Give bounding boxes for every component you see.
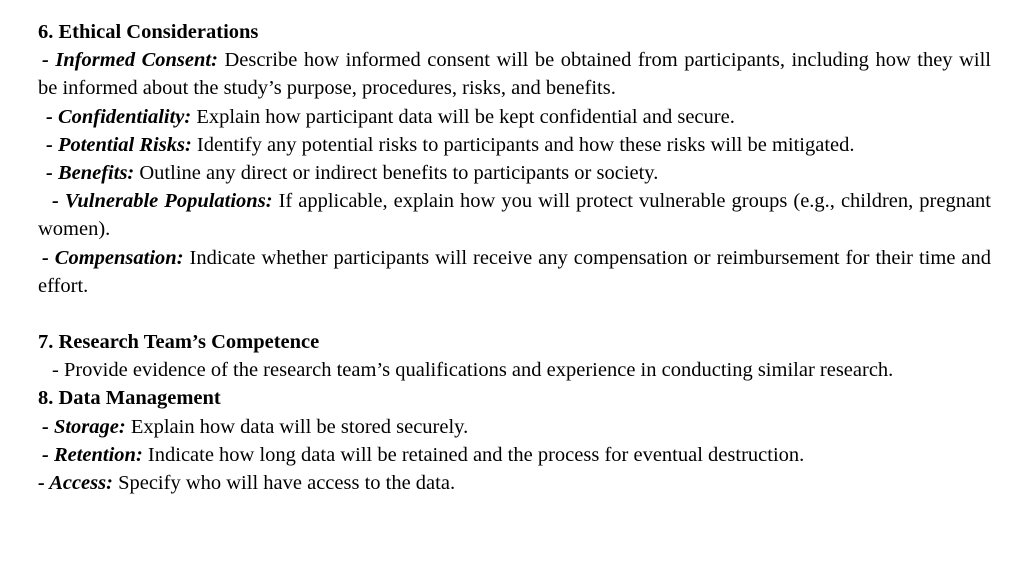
item-text: Describe how informed consent will be obtained from participants, including how they will be informed about the study’s purpose, procedures, risks, and benefits.: [38, 49, 991, 100]
item-text: Identify any potential risks to participants and how these risks will be mitigated.: [191, 133, 855, 156]
item-lead: - Retention:: [42, 443, 143, 466]
section-heading-research-team-competence: 7. Research Team’s Competence: [38, 331, 320, 354]
item-text: Explain how participant data will be kept confidential and secure.: [191, 105, 735, 128]
item-text: Outline any direct or indirect benefits to participants or society.: [134, 162, 659, 185]
item-confidentiality: [38, 103, 991, 131]
item-access: [38, 469, 991, 497]
item-storage: [38, 413, 991, 441]
item-lead: - Compensation:: [42, 246, 184, 269]
item-benefits: [38, 159, 991, 187]
item-text: Indicate how long data will be retained and the process for eventual destruction.: [142, 443, 805, 466]
item-lead: - Confidentiality:: [46, 105, 192, 128]
item-lead: - Benefits:: [46, 162, 135, 185]
item-text: Indicate whether participants will receive any compensation or reimbursement for their time and effort.: [38, 246, 992, 297]
item-lead: - Vulnerable Populations:: [52, 190, 273, 213]
item-compensation: [38, 244, 991, 300]
item-provide-evidence: - Provide evidence of the research team’s qualifications and experience in conducting similar research.: [52, 359, 894, 382]
item-lead: - Informed Consent:: [42, 49, 218, 72]
item-lead: - Access:: [38, 472, 113, 495]
item-lead: - Storage:: [42, 415, 126, 438]
section-heading-data-management: 8. Data Management: [38, 387, 221, 410]
item-informed-consent: [38, 46, 991, 102]
item-text: Explain how data will be stored securely.: [125, 415, 469, 438]
item-retention: [38, 441, 991, 469]
item-vulnerable-populations: [38, 187, 991, 243]
item-text: Specify who will have access to the data.: [112, 472, 456, 495]
section-spacer: [38, 300, 991, 328]
item-potential-risks: [38, 131, 991, 159]
section-heading-ethical-considerations: 6. Ethical Considerations: [38, 21, 259, 43]
item-lead: - Potential Risks:: [46, 133, 192, 156]
item-text: If applicable, explain how you will protect vulnerable groups (e.g., children, pregnant women).: [38, 190, 991, 241]
